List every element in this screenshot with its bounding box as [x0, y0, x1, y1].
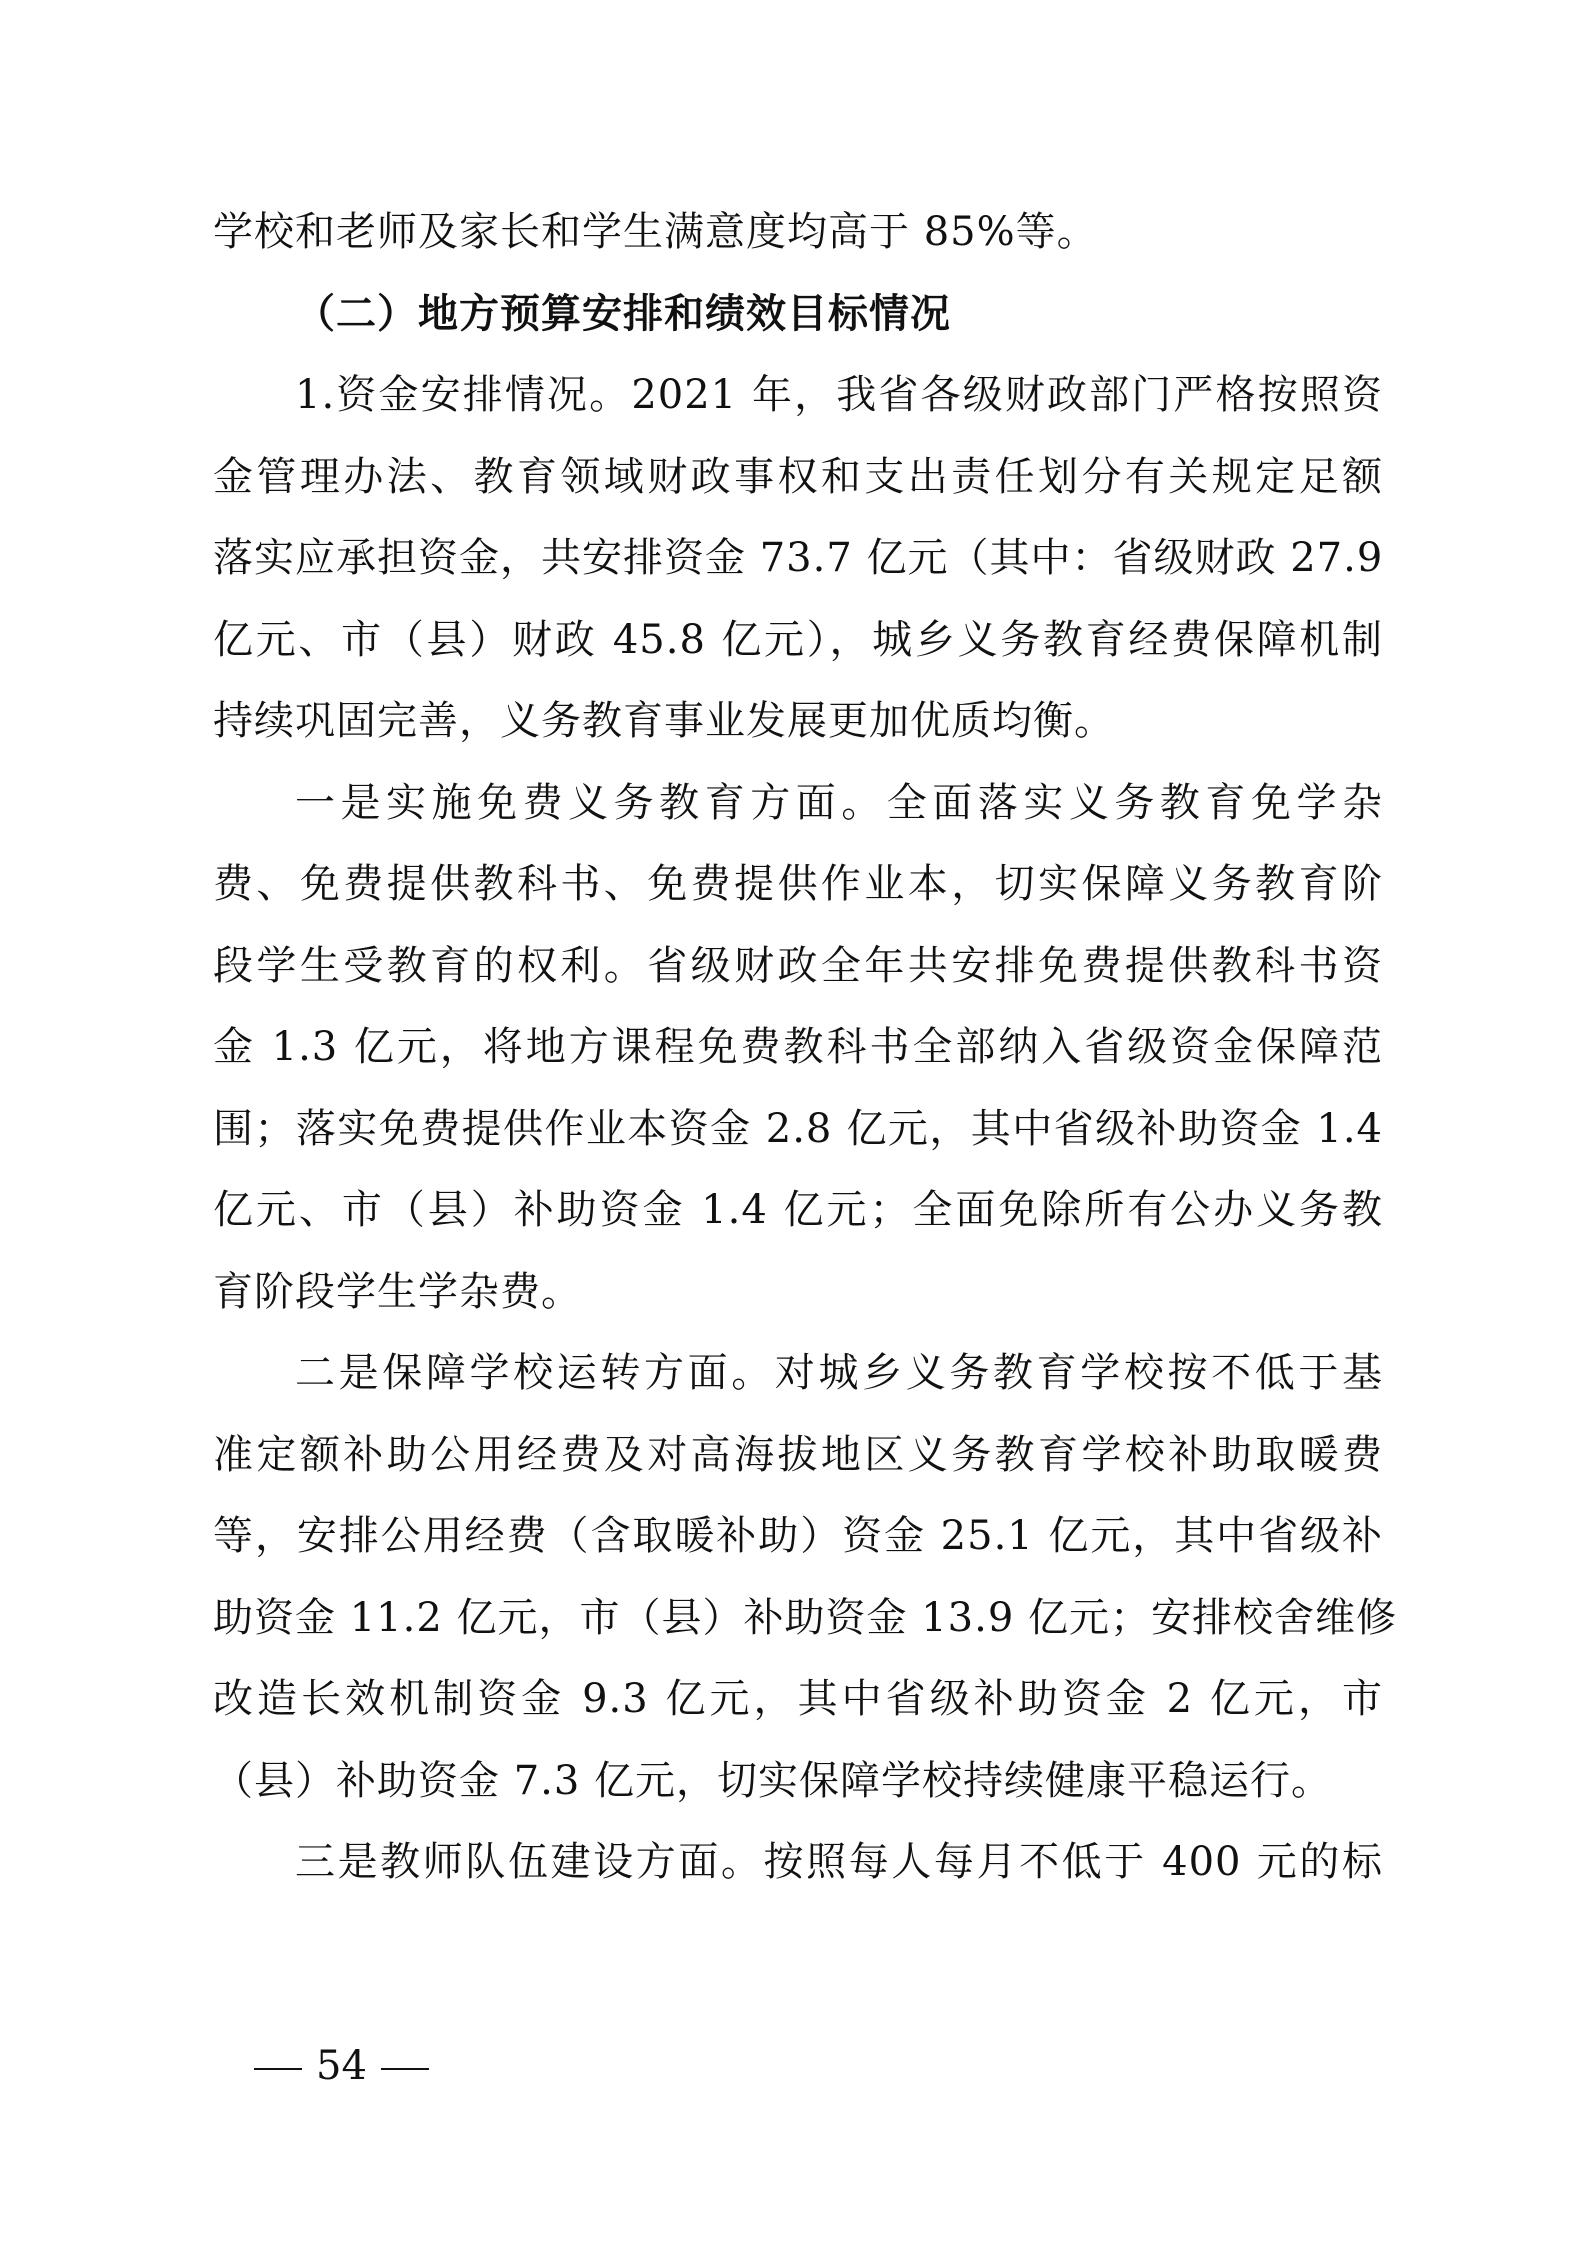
text-line: 亿元、市（县）财政 45.8 亿元），城乡义务教育经费保障机制: [213, 616, 1383, 663]
text-line: 二是保障学校运转方面。对城乡义务教育学校按不低于基: [295, 1350, 1383, 1396]
text-line: 育阶段学生学杂费。: [213, 1268, 582, 1315]
text-line: 落实应承担资金，共安排资金 73.7 亿元（其中：省级财政 27.9: [213, 535, 1384, 581]
text-line: 围；落实免费提供作业本资金 2.8 亿元，其中省级补助资金 1.4: [213, 1105, 1383, 1152]
text-line: 1.资金安排情况。2021 年，我省各级财政部门严格按照资: [295, 372, 1383, 418]
page-footer: [240, 2042, 443, 2090]
body-text: [213, 192, 1397, 1904]
page-number: 54: [316, 2043, 367, 2089]
text-line: （县）补助资金 7.3 亿元，切实保障学校持续健康平稳运行。: [213, 1757, 1333, 1804]
text-line: 等，安排公用经费（含取暖补助）资金 25.1 亿元，其中省级补: [213, 1513, 1383, 1559]
text-line: 持续巩固完善，义务教育事业发展更加优质均衡。: [213, 698, 1115, 744]
text-line: 学校和老师及家长和学生满意度均高于 85%等。: [213, 209, 1098, 255]
text-line: 准定额补助公用经费及对高海拔地区义务教育学校补助取暖费: [213, 1431, 1383, 1478]
text-line: 费、免费提供教科书、免费提供作业本，切实保障义务教育阶: [213, 861, 1383, 907]
footer-dash-left: [254, 2068, 302, 2070]
text-line: 亿元、市（县）补助资金 1.4 亿元；全面免除所有公办义务教: [213, 1187, 1383, 1233]
footer-dash-right: [381, 2068, 429, 2070]
text-line: 改造长效机制资金 9.3 亿元，其中省级补助资金 2 亿元，市: [213, 1676, 1383, 1722]
text-line: 一是实施免费义务教育方面。全面落实义务教育免学杂: [295, 779, 1383, 826]
text-line: 金管理办法、教育领域财政事权和支出责任划分有关规定足额: [213, 453, 1383, 500]
text-line: 金 1.3 亿元，将地方课程免费教科书全部纳入省级资金保障范: [213, 1024, 1383, 1070]
text-line: 助资金 11.2 亿元，市（县）补助资金 13.9 亿元；安排校舍维修: [213, 1594, 1397, 1641]
text-line: 三是教师队伍建设方面。按照每人每月不低于 400 元的标: [295, 1839, 1383, 1885]
text-line: 段学生受教育的权利。省级财政全年共安排免费提供教科书资: [213, 942, 1383, 989]
section-heading: （二）地方预算安排和绩效目标情况: [295, 290, 951, 337]
